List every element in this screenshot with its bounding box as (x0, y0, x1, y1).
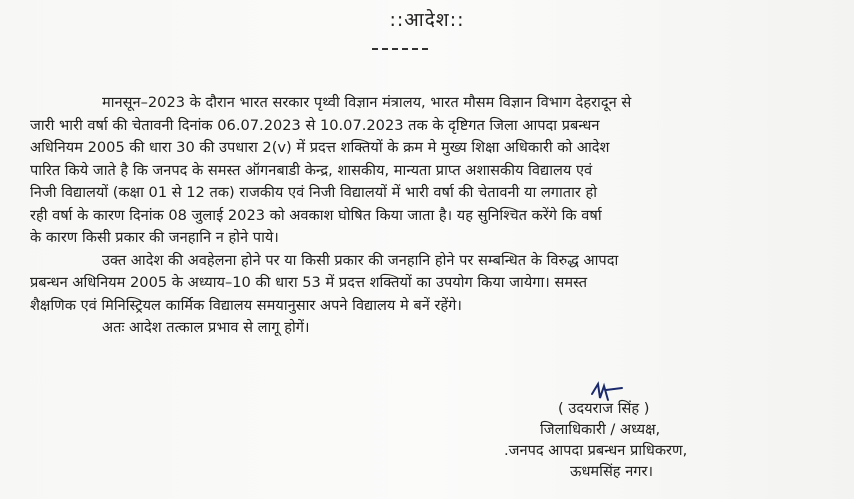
signatory-designation: जिलाधिकारी / अध्यक्ष, (540, 421, 661, 438)
signatory-place: ऊधमसिंह नगर। (570, 463, 654, 480)
paragraph-2-line: उक्त आदेश की अवहेलना होने पर या किसी प्रकार की जनहानि होने पर सम्बन्धित के विरुद्ध आपदा (102, 251, 619, 269)
paragraph-2-line: प्रबन्धन अधिनियम 2005 के अध्याय–10 की धारा 53 में प्रदत्त शक्तियों का उपयोग किया जायेगा। समस्त (30, 274, 588, 291)
signature-block (500, 398, 830, 482)
paragraph-2-line: शैक्षणिक एवं मिनिस्ट्रियल कार्मिक विद्यालय समयानुसार अपने विद्यालय मे बनें रहेंगे। (30, 296, 462, 314)
paragraph-1-line: अधिनियम 2005 की धारा 30 की उपधारा 2(v) में प्रदत्त शक्तियों के क्रम मे मुख्य शिक्षा अधिकारी को आदेश (30, 139, 610, 156)
paragraph-1-line: रही वर्षा के कारण दिनांक 08 जुलाई 2023 को अवकाश घोषित किया जाता है। यह सुनिश्चित करेंगे कि वर्षा (30, 206, 602, 224)
paragraph-1-line: निजी विद्यालयों (कक्षा 01 से 12 तक) राजकीय एवं निजी विद्यालयों में भारी वर्षा की चेतावनी या लगातार हो (30, 184, 597, 201)
paragraph-1-line: पारित किये जाते है कि जनपद के समस्त ऑगनबाडी केन्द्र, शासकीय, मान्यता प्राप्त अशासकीय विद्यालय एवं (30, 161, 593, 179)
paragraph-1-line: मानसून–2023 के दौरान भारत सरकार पृथ्वी विज्ञान मंत्रालय, भारत मौसम विज्ञान विभाग देहरादून से (102, 94, 632, 111)
paragraph-1-line: के कारण किसी प्रकार की जनहानि न होने पाये। (30, 229, 279, 246)
signatory-authority: .जनपद आपदा प्रबन्धन प्राधिकरण, (504, 442, 688, 459)
order-body (30, 92, 805, 340)
heading-underline (372, 48, 428, 50)
order-heading: ::आदेश:: (389, 9, 465, 31)
paragraph-3-line: अतः आदेश तत्काल प्रभाव से लागू होगें। (102, 319, 310, 336)
signatory-name: ( उदयराज सिंह ) (558, 400, 650, 417)
paragraph-1-line: जारी भारी वर्षा की चेतावनी दिनांक 06.07.2023 से 10.07.2023 तक के दृष्टिगत जिला आपदा प्रबन्धन (30, 116, 600, 134)
